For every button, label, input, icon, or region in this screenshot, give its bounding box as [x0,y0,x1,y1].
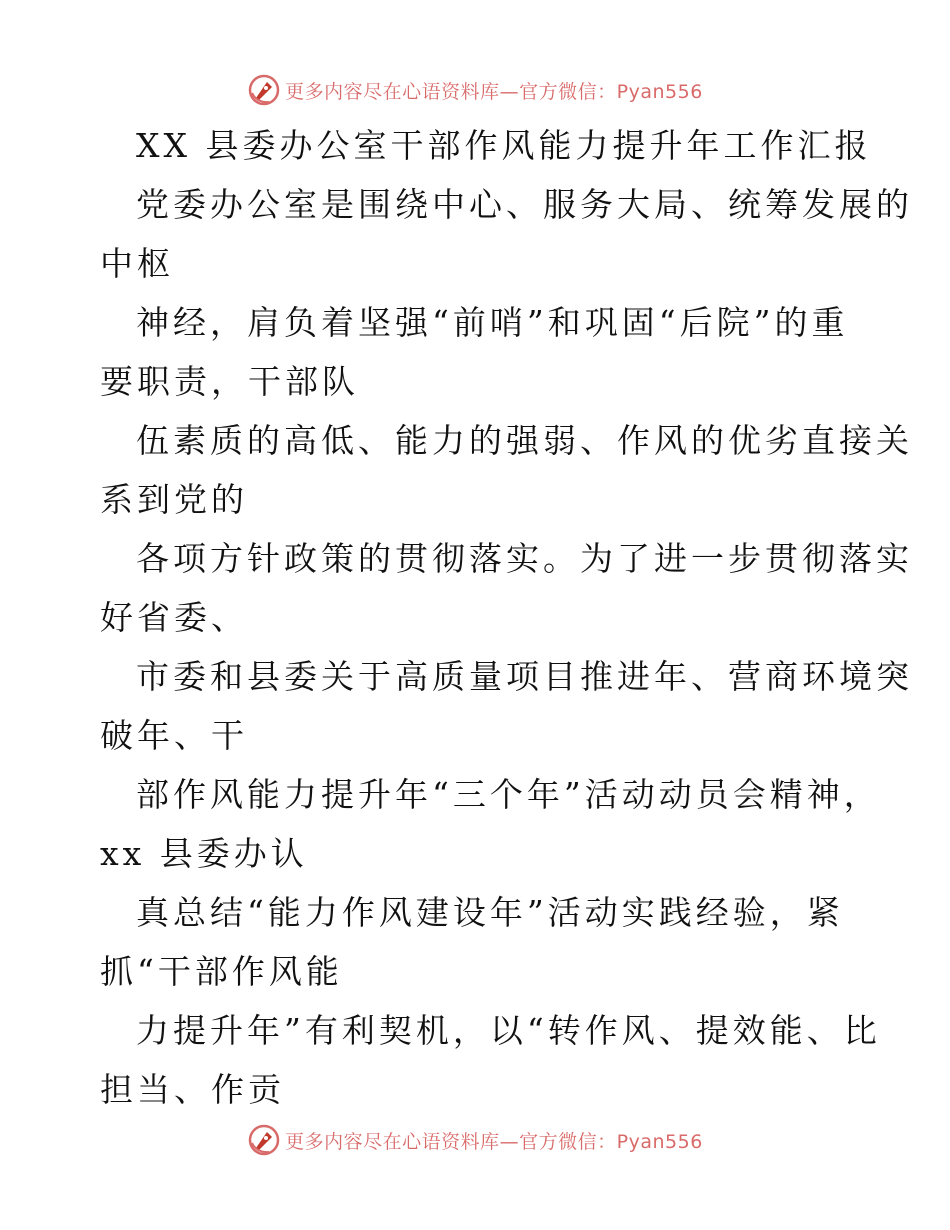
paragraph-line: 伍素质的高低、能力的强弱、作风的优劣直接关 [136,421,913,460]
paragraph-line: 党委办公室是围绕中心、服务大局、统筹发展的 [136,185,913,224]
header-banner-text: 更多内容尽在心语资料库—官方微信：Pyan556 [285,80,703,103]
paragraph-line: 中枢 [100,244,174,283]
document-title: XX 县委办公室干部作风能力提升年工作汇报 [136,126,872,165]
paragraph-line: 担当、作贡 [100,1070,285,1109]
paragraph-line: 好省委、 [100,598,248,637]
footer-banner-text: 更多内容尽在心语资料库—官方微信：Pyan556 [285,1130,703,1153]
paragraph-line: 神经，肩负着坚强“前哨”和巩固“后院”的重 [136,303,849,342]
paragraph-line: 各项方针政策的贯彻落实。为了进一步贯彻落实 [136,539,913,578]
paragraph-line: 力提升年”有利契机，以“转作风、提效能、比 [136,1011,881,1050]
paragraph-line: 市委和县委关于高质量项目推进年、营商环境突 [136,657,913,696]
footer-banner [0,1120,950,1160]
paragraph-line: 部作风能力提升年“三个年”活动动员会精神， [136,775,881,814]
pen-nib-logo-icon [247,1123,281,1157]
paragraph-line: xx 县委办认 [100,834,308,873]
paragraph-line: 系到党的 [100,480,248,519]
paragraph-line: 抓“干部作风能 [100,952,343,991]
paragraph-line: 破年、干 [100,716,248,755]
paragraph-line: 真总结“能力作风建设年”活动实践经验，紧 [136,893,844,932]
paragraph-line: 要职责，干部队 [100,362,359,401]
